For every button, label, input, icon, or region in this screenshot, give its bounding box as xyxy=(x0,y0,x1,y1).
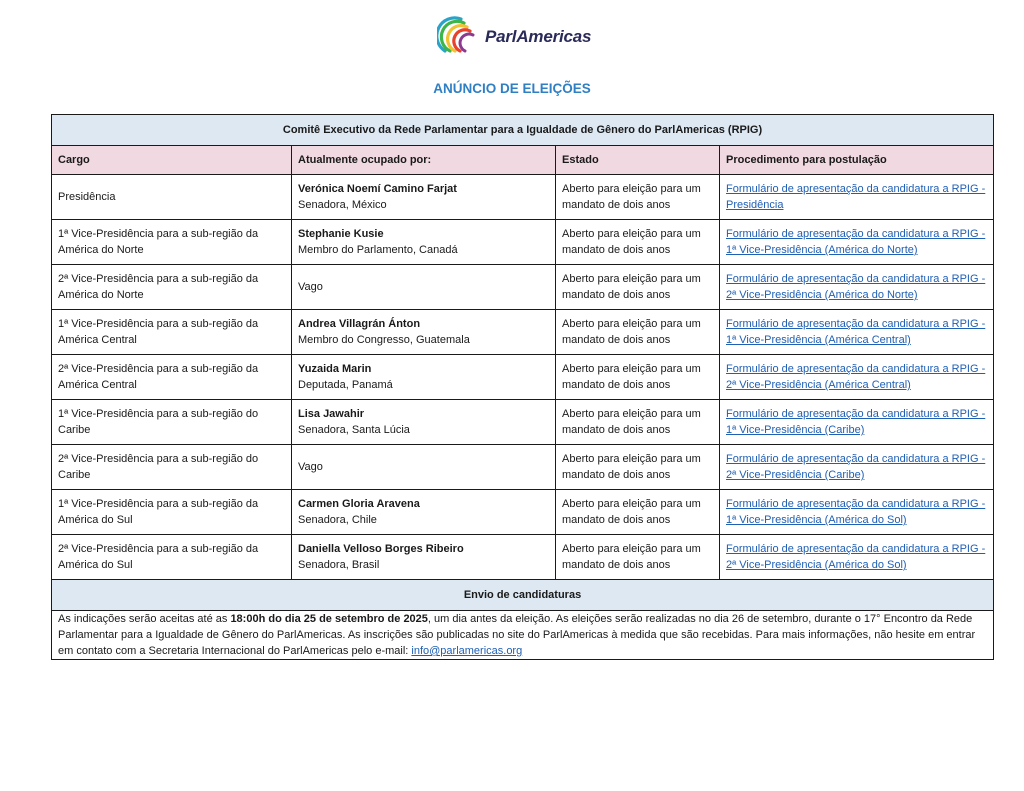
cargo-cell: 1ª Vice-Presidência para a sub-região do Caribe xyxy=(52,400,292,445)
status-cell: Aberto para eleição para um mandato de dois anos xyxy=(556,355,720,400)
procedure-cell xyxy=(720,220,994,265)
occupant-role: Vago xyxy=(298,461,323,473)
occupant-cell xyxy=(292,355,556,400)
status-cell: Aberto para eleição para um mandato de dois anos xyxy=(556,490,720,535)
status-cell: Aberto para eleição para um mandato de dois anos xyxy=(556,220,720,265)
cargo-cell: 2ª Vice-Presidência para a sub-região da América Central xyxy=(52,355,292,400)
elections-table xyxy=(51,114,994,660)
procedure-cell xyxy=(720,400,994,445)
submission-title-row xyxy=(52,580,994,611)
occupant-cell xyxy=(292,445,556,490)
procedure-cell xyxy=(720,175,994,220)
cargo-cell: Presidência xyxy=(52,175,292,220)
occupant-role: Senadora, México xyxy=(298,199,387,211)
table-row xyxy=(52,310,994,355)
submission-note xyxy=(52,611,994,660)
procedure-cell xyxy=(720,265,994,310)
table-banner-row xyxy=(52,115,994,146)
note-text-1: As indicações serão aceitas até as xyxy=(58,613,231,625)
cargo-cell: 2ª Vice-Presidência para a sub-região da América do Sul xyxy=(52,535,292,580)
header-cargo: Cargo xyxy=(52,146,292,175)
header-estado: Estado xyxy=(556,146,720,175)
parlamericas-logo xyxy=(437,13,597,57)
note-deadline: 18:00h do dia 25 de setembro de 2025 xyxy=(230,613,428,625)
occupant-cell xyxy=(292,535,556,580)
submission-title: Envio de candidaturas xyxy=(52,580,994,611)
occupant-role: Senadora, Brasil xyxy=(298,559,380,571)
cargo-cell: 1ª Vice-Presidência para a sub-região da América Central xyxy=(52,310,292,355)
table-row xyxy=(52,355,994,400)
application-form-link[interactable]: Formulário de apresentação da candidatura a RPIG - 1ª Vice-Presidência (Caribe) xyxy=(726,408,986,436)
occupant-name: Stephanie Kusie xyxy=(298,228,384,240)
procedure-cell xyxy=(720,535,994,580)
application-form-link[interactable]: Formulário de apresentação da candidatura a RPIG - 2ª Vice-Presidência (América do Norte) xyxy=(726,273,986,301)
status-cell: Aberto para eleição para um mandato de dois anos xyxy=(556,535,720,580)
header-procedimento: Procedimento para postulação xyxy=(720,146,994,175)
occupant-cell xyxy=(292,265,556,310)
application-form-link[interactable]: Formulário de apresentação da candidatura a RPIG - 2ª Vice-Presidência (América Central) xyxy=(726,363,986,391)
table-row xyxy=(52,535,994,580)
table-row xyxy=(52,490,994,535)
cargo-cell: 1ª Vice-Presidência para a sub-região da América do Sul xyxy=(52,490,292,535)
application-form-link[interactable]: Formulário de apresentação da candidatura a RPIG - 1ª Vice-Presidência (América do Norte) xyxy=(726,228,986,256)
table-row xyxy=(52,400,994,445)
occupant-name: Yuzaida Marin xyxy=(298,363,372,375)
occupant-role: Membro do Parlamento, Canadá xyxy=(298,244,458,256)
procedure-cell xyxy=(720,355,994,400)
application-form-link[interactable]: Formulário de apresentação da candidatura a RPIG - 2ª Vice-Presidência (Caribe) xyxy=(726,453,986,481)
cargo-cell: 2ª Vice-Presidência para a sub-região do Caribe xyxy=(52,445,292,490)
cargo-cell: 1ª Vice-Presidência para a sub-região da América do Norte xyxy=(52,220,292,265)
occupant-role: Senadora, Chile xyxy=(298,514,377,526)
application-form-link[interactable]: Formulário de apresentação da candidatura a RPIG - 1ª Vice-Presidência (América do Sol) xyxy=(726,498,986,526)
procedure-cell xyxy=(720,490,994,535)
application-form-link[interactable]: Formulário de apresentação da candidatura a RPIG - 1ª Vice-Presidência (América Central) xyxy=(726,318,986,346)
application-form-link[interactable]: Formulário de apresentação da candidatura a RPIG - 2ª Vice-Presidência (América do Sol) xyxy=(726,543,986,571)
occupant-name: Andrea Villagrán Ánton xyxy=(298,318,421,330)
table-row xyxy=(52,220,994,265)
status-cell: Aberto para eleição para um mandato de dois anos xyxy=(556,175,720,220)
occupant-name: Carmen Gloria Aravena xyxy=(298,498,420,510)
status-cell: Aberto para eleição para um mandato de dois anos xyxy=(556,310,720,355)
note-text-2: , um dia antes da eleição. As eleições serão realizadas no dia 26 de setembro, durante o 17° Encontro da Rede Parlamentar para a Igualdade de Gênero do ParlAmericas. As inscrições são publicadas no site do ParlAmericas à medida que são recebidas. Para mais informações, não hesite em entrar em contato com a Secretaria Internacional do ParlAmericas pelo e-mail: xyxy=(58,613,976,657)
logo-wordmark: ParlAmericas xyxy=(485,27,592,46)
header-ocupado: Atualmente ocupado por: xyxy=(292,146,556,175)
table-banner: Comitê Executivo da Rede Parlamentar para a Igualdade de Gênero do ParlAmericas (RPIG) xyxy=(52,115,994,146)
occupant-name: Verónica Noemí Camino Farjat xyxy=(298,183,457,195)
cargo-cell: 2ª Vice-Presidência para a sub-região da América do Norte xyxy=(52,265,292,310)
status-cell: Aberto para eleição para um mandato de dois anos xyxy=(556,265,720,310)
application-form-link[interactable]: Formulário de apresentação da candidatura a RPIG - Presidência xyxy=(726,183,986,211)
parlamericas-swirl-icon xyxy=(437,13,485,57)
occupant-role: Vago xyxy=(298,281,323,293)
occupant-cell xyxy=(292,400,556,445)
submission-note-row xyxy=(52,611,994,660)
occupant-cell xyxy=(292,175,556,220)
occupant-name: Daniella Velloso Borges Ribeiro xyxy=(298,543,464,555)
occupant-role: Deputada, Panamá xyxy=(298,379,393,391)
occupant-cell xyxy=(292,310,556,355)
page-title: ANÚNCIO DE ELEIÇÕES xyxy=(433,81,591,96)
occupant-cell xyxy=(292,490,556,535)
status-cell: Aberto para eleição para um mandato de dois anos xyxy=(556,400,720,445)
table-row xyxy=(52,445,994,490)
status-cell: Aberto para eleição para um mandato de dois anos xyxy=(556,445,720,490)
email-link[interactable]: info@parlamericas.org xyxy=(411,645,523,657)
occupant-cell xyxy=(292,220,556,265)
table-row xyxy=(52,265,994,310)
procedure-cell xyxy=(720,310,994,355)
occupant-name: Lisa Jawahir xyxy=(298,408,365,420)
occupant-role: Senadora, Santa Lúcia xyxy=(298,424,410,436)
procedure-cell xyxy=(720,445,994,490)
table-header-row xyxy=(52,146,994,175)
occupant-role: Membro do Congresso, Guatemala xyxy=(298,334,470,346)
table-row xyxy=(52,175,994,220)
